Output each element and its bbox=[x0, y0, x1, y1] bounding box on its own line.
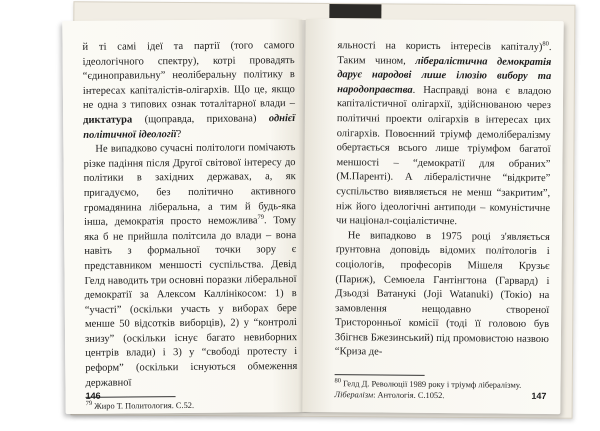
text-span: . Насправді вона є владою капіталістичної олігархії, здійснюваною через політичні проекти олігархів в інтересах цих олігархів. Повоєнний тріумф демолібералізму обертається всього лише тріумфом багатої меншості – “демократії для обраних” (М.Паренті). А лібералістичне “відкрите” суспільство виявляється не менш “закритим”, ніж його ідеологічні антиподи – комуністичне чи націонал-соціалістичне. bbox=[335, 84, 552, 228]
text-span: . Таким чином, bbox=[337, 42, 552, 67]
left-paragraph-2 bbox=[83, 141, 297, 391]
text-span: (щоправда, прихована) bbox=[144, 113, 257, 126]
footnote-italic: Лібералізм bbox=[334, 390, 374, 400]
right-paragraph-2: Не випадково в 1975 році з'являється ґрунтовна доповідь відомих політологів і соціологів, професорів Мішеля Крузьє (Париж), Семюела Гантінгтона (Гарвард) і Дзьодзі Ватанукі (Joji Watanuki) (Токіо) на замовлення нещодавно створеної Тристоронньої комісії (тоді її головою був Збігнєв Бжезинський) під промовистою назвою “Криза де- bbox=[334, 229, 550, 359]
text-span: Не випадково сучасні політологи помічають різке падіння після Другої світової інтересу до політики в західних державах, а, як пригадуємо, без політично активного громадянина ліберальна, а тим й будь-яка інша, демократія просто неможлива bbox=[83, 142, 296, 228]
footnote-79 bbox=[86, 399, 298, 412]
right-paragraph-1 bbox=[336, 39, 552, 231]
emphasis-illusion: лібералістична демократія дарує народові лише ілюзію вибору та народоправства bbox=[337, 55, 552, 96]
text-span: яльності на користь інтересів капіталу) bbox=[337, 40, 543, 53]
footnote-ref-79: 79 bbox=[257, 213, 265, 221]
page-number-left: 146 bbox=[85, 391, 101, 402]
footnote-text: Жиро Т. Политология. С.52. bbox=[92, 401, 195, 412]
text-span: . Тому яка б не прийшла політсила до влади – вона навіть з формальної точки зору є представником меншості суспільства. Девід Гелд наводить три основні поразки ліберальної демократії за Алексом Каллінікосом: 1) в “участі” (оскільки участь у виборах бере менше 50 відсотків виборців), 2) у “контролі знизу” (оскільки існує багато невиборних центрів влади) і 3) у “свободі протесту і реформ” (оскільки існуються обмеження державної bbox=[84, 215, 298, 389]
left-page bbox=[62, 19, 305, 414]
emphasis-ideology: однієї політичної ідеології bbox=[83, 112, 296, 141]
text-span: ? bbox=[176, 128, 182, 140]
footnote-80 bbox=[334, 378, 548, 402]
footnote-text: : Антологія. С.1052. bbox=[373, 390, 445, 401]
footnote-rule bbox=[335, 374, 425, 376]
page-number-right: 147 bbox=[531, 391, 547, 402]
right-page bbox=[302, 19, 563, 414]
cover-top-strip bbox=[329, 4, 381, 18]
left-paragraph-1 bbox=[82, 39, 295, 143]
emphasis-dictatorship: диктатура bbox=[83, 114, 133, 126]
footnote-ref-80: 80 bbox=[542, 40, 549, 48]
text-span: й ті самі ідеї та партії (того самого ідеологічного спектру), котрі провадять “єдиноправильну” неоліберальну політику в інтересах капіталістів-олігархів. Що це, якщо не одна з типових ознак тоталітарної влади – bbox=[82, 40, 296, 112]
footnote-number: 79 bbox=[85, 400, 93, 408]
footnote-number: 80 bbox=[334, 377, 342, 385]
footnote-text: Гелд Д. Революції 1989 року і тріумф лібералізму. bbox=[340, 379, 522, 390]
